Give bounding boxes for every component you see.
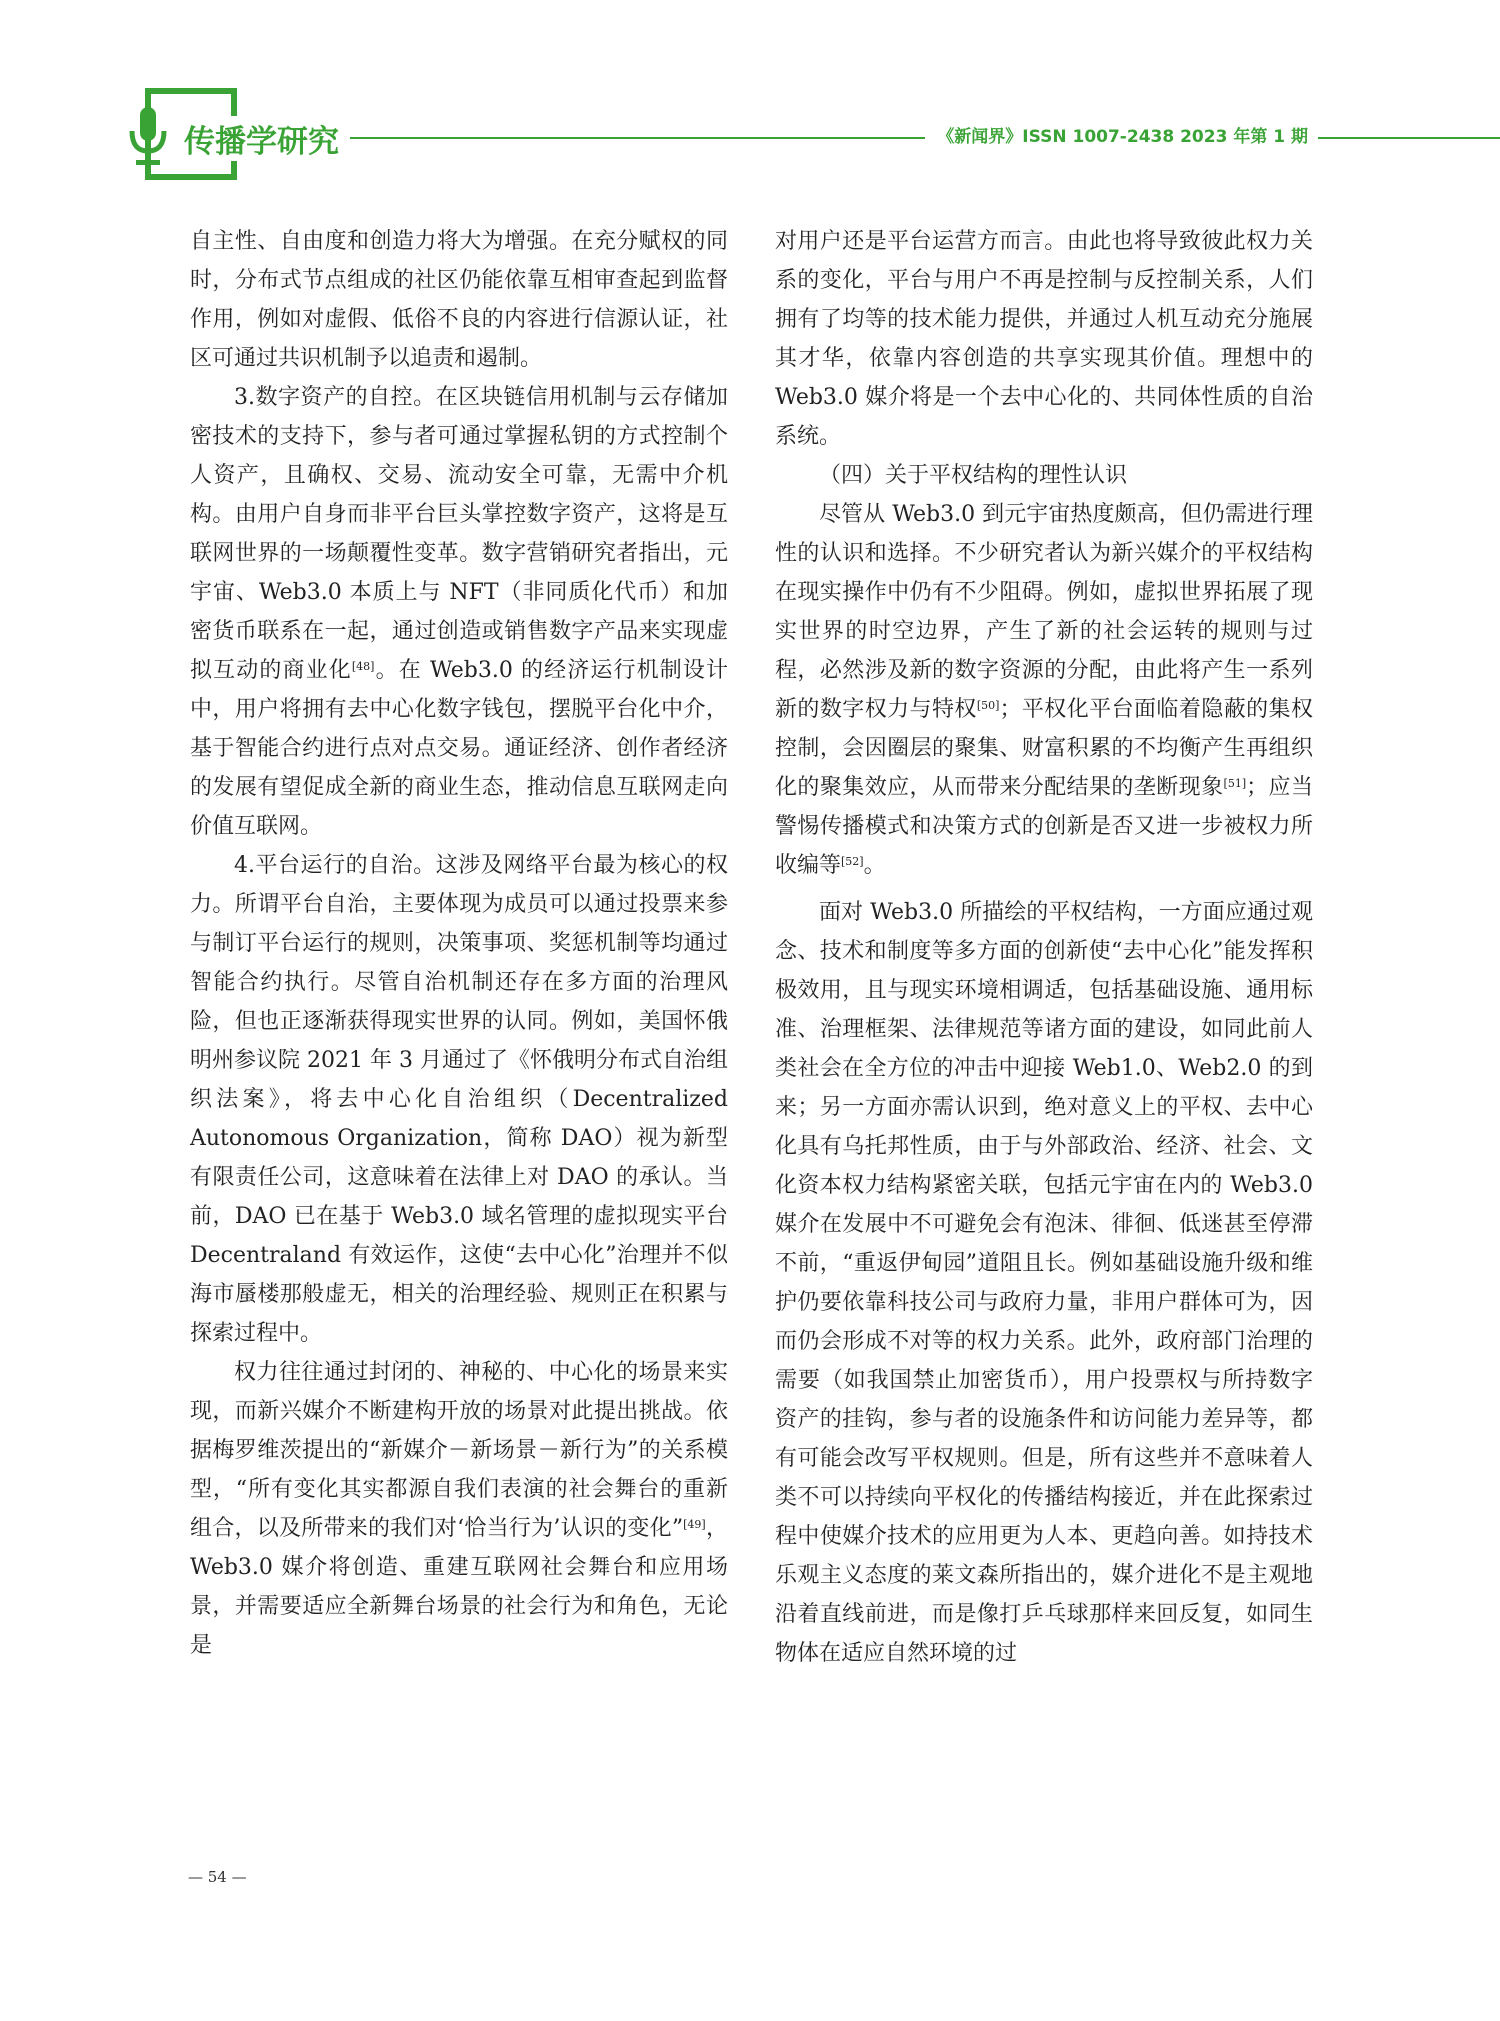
citation-ref: [51]	[1223, 777, 1247, 790]
citation-ref: [52]	[841, 855, 864, 868]
header-rule-right	[1318, 137, 1500, 139]
microphone-icon	[128, 105, 168, 167]
right-column	[775, 222, 1313, 1673]
left-column	[190, 222, 728, 1665]
paragraph: 自主性、自由度和创造力将大为增强。在充分赋权的同时，分布式节点组成的社区仍能依靠互相审查起到监督作用，例如对虚假、低俗不良的内容进行信源认证，社区可通过共识机制予以追责和遏制。	[190, 229, 728, 371]
citation-ref: [50]	[976, 699, 1000, 712]
page-header	[0, 0, 1500, 200]
paragraph: 3.数字资产的自控。在区块链信用机制与云存储加密技术的支持下，参与者可通过掌握私钥的方式控制个人资产，且确权、交易、流动安全可靠，无需中介机构。由用户自身而非平台巨头掌控数字资产，这将是互联网世界的一场颠覆性变革。数字营销研究者指出，元宇宙、Web3.0 本质上与 NFT（非同质化代币）和加密货币联系在一起，通过创造或销售数字产品来实现虚拟互动的商业化[48]。在 Web3.0 的经济运行机制设计中，用户将拥有去中心化数字钱包，摆脱平台化中介，基于智能合约进行点对点交易。通证经济、创作者经济的发展有望促成全新的商业生态，推动信息互联网走向价值互联网。	[190, 385, 728, 839]
page-number: — 54 —	[188, 1868, 247, 1886]
citation-ref: [49]	[683, 1518, 706, 1531]
paragraph: 4.平台运行的自治。这涉及网络平台最为核心的权力。所谓平台自治，主要体现为成员可以通过投票来参与制订平台运行的规则，决策事项、奖惩机制等均通过智能合约执行。尽管自治机制还存在多方面的治理风险，但也正逐渐获得现实世界的认同。例如，美国怀俄明州参议院 2021 年 3 月通过了《怀俄明分布式自治组织法案》，将去中心化自治组织（Decentralized Autonomous Organization，简称 DAO）视为新型有限责任公司，这意味着在法律上对 DAO 的承认。当前，DAO 已在基于 Web3.0 域名管理的虚拟现实平台 Decentraland 有效运作，这使“去中心化”治理并不似海市蜃楼那般虚无，相关的治理经验、规则正在积累与探索过程中。	[190, 853, 728, 1346]
header-rule-left	[350, 137, 925, 139]
journal-citation: 《新闻界》ISSN 1007-2438 2023 年第 1 期	[937, 127, 1308, 147]
paragraph: 权力往往通过封闭的、神秘的、中心化的场景来实现，而新兴媒介不断建构开放的场景对此提出挑战。依据梅罗维茨提出的“新媒介－新场景－新行为”的关系模型，“所有变化其实都源自我们表演的社会舞台的重新组合，以及所带来的我们对‘恰当行为’认识的变化”[49]，Web3.0 媒介将创造、重建互联网社会舞台和应用场景，并需要适应全新舞台场景的社会行为和角色，无论是	[190, 1360, 728, 1658]
section-heading: （四）关于平权结构的理性认识	[819, 463, 1128, 488]
paragraph: 对用户还是平台运营方而言。由此也将导致彼此权力关系的变化，平台与用户不再是控制与反控制关系，人们拥有了均等的技术能力提供，并通过人机互动充分施展其才华，依靠内容创造的共享实现其价值。理想中的 Web3.0 媒介将是一个去中心化的、共同体性质的自治系统。	[775, 229, 1313, 449]
paragraph: 尽管从 Web3.0 到元宇宙热度颇高，但仍需进行理性的认识和选择。不少研究者认为新兴媒介的平权结构在现实操作中仍有不少阻碍。例如，虚拟世界拓展了现实世界的时空边界，产生了新的社会运转的规则与过程，必然涉及新的数字资源的分配，由此将产生一系列新的数字权力与特权[50]；平权化平台面临着隐蔽的集权控制，会因圈层的聚集、财富积累的不均衡产生再组织化的聚集效应，从而带来分配结果的垄断现象[51]；应当警惕传播模式和决策方式的创新是否又进一步被权力所收编等[52]。	[775, 502, 1313, 878]
paragraph: 面对 Web3.0 所描绘的平权结构，一方面应通过观念、技术和制度等多方面的创新使“去中心化”能发挥积极效用，且与现实环境相调适，包括基础设施、通用标准、治理框架、法律规范等诸方面的建设，如同此前人类社会在全方位的冲击中迎接 Web1.0、Web2.0 的到来；另一方面亦需认识到，绝对意义上的平权、去中心化具有乌托邦性质，由于与外部政治、经济、社会、文化资本权力结构紧密关联，包括元宇宙在内的 Web3.0 媒介在发展中不可避免会有泡沫、徘徊、低迷甚至停滞不前，“重返伊甸园”道阻且长。例如基础设施升级和维护仍要依靠科技公司与政府力量，非用户群体可为，因而仍会形成不对等的权力关系。此外，政府部门治理的需要（如我国禁止加密货币），用户投票权与所持数字资产的挂钩，参与者的设施条件和访问能力差异等，都有可能会改写平权规则。但是，所有这些并不意味着人类不可以持续向平权化的传播结构接近，并在此探索过程中使媒介技术的应用更为人本、更趋向善。如持技术乐观主义态度的莱文森所指出的，媒介进化不是主观地沿着直线前进，而是像打乒乓球那样来回反复，如同生物体在适应自然环境的过	[775, 900, 1313, 1666]
section-title: 传播学研究	[178, 116, 345, 161]
citation-ref: [48]	[351, 660, 375, 673]
